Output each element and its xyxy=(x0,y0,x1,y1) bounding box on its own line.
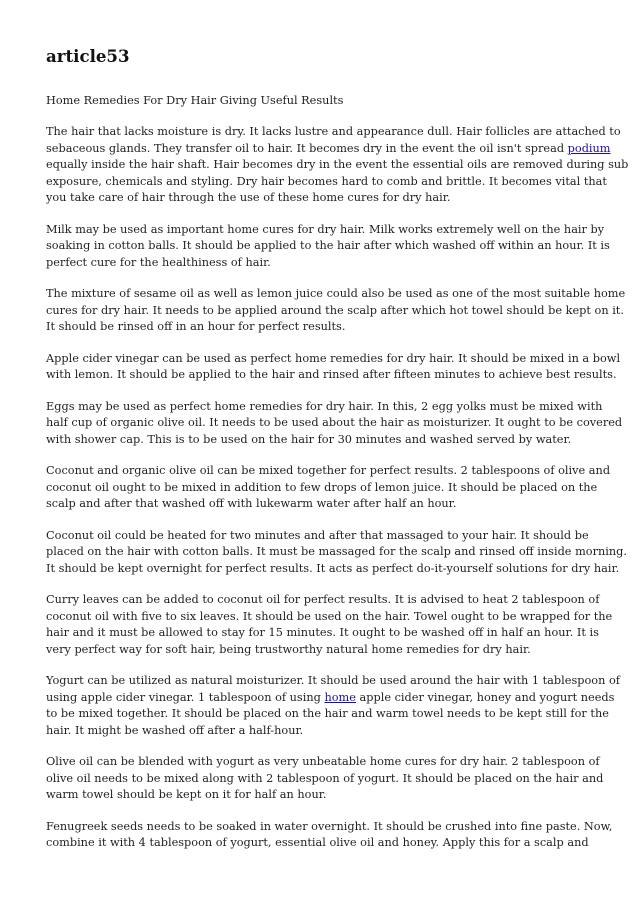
paragraph-line: soaking in cotton balls. It should be applied to the hair after which washed off within an hour. It is xyxy=(46,239,610,252)
paragraph-line: you take care of hair through the use of these home cures for dry hair. xyxy=(46,191,451,204)
paragraph-coconut-heated xyxy=(46,528,627,578)
paragraph-line: cures for dry hair. It needs to be applied around the scalp after which hot towel should be kept on it. xyxy=(46,303,624,317)
paragraph-eggs xyxy=(46,399,623,449)
paragraph-olive-yogurt xyxy=(46,754,604,804)
paragraph-line: It should be rinsed off in an hour for perfect results. xyxy=(46,320,346,333)
paragraph-line: coconut oil ought to be mixed in addition to few drops of lemon juice. It should be placed on the xyxy=(46,480,598,494)
paragraph-line: Coconut and organic olive oil can be mixed together for perfect results. 2 tablespoons of olive and xyxy=(46,464,611,477)
paragraph-line: Olive oil can be blended with yogurt as very unbeatable home cures for dry hair. 2 tablespoon of xyxy=(46,755,600,768)
paragraph-line: combine it with 4 tablespoon of yogurt, essential olive oil and honey. Apply this for a scalp and xyxy=(46,836,589,849)
paragraph-line-with-link xyxy=(46,141,611,158)
paragraph-line: Milk may be used as important home cures for dry hair. Milk works extremely well on the hair by xyxy=(46,222,605,236)
paragraph-line: perfect cure for the healthiness of hair. xyxy=(46,255,271,269)
paragraph-line: exposure, chemicals and styling. Dry hair becomes hard to comb and brittle. It becomes vital that xyxy=(46,174,607,188)
paragraph-fenugreek xyxy=(46,819,613,852)
paragraph-line-text: apple cider vinegar, honey and yogurt needs xyxy=(355,690,615,704)
paragraph-line: Fenugreek seeds needs to be soaked in water overnight. It should be crushed into fine paste. Now, xyxy=(46,819,613,833)
paragraph-coconut-olive xyxy=(46,463,611,513)
paragraph-line: to be mixed together. It should be placed on the hair and warm towel needs to be kept still for the xyxy=(46,707,609,720)
paragraph-line: Coconut oil could be heated for two minutes and after that massaged to your hair. It should be xyxy=(46,528,589,542)
paragraph-line-with-link xyxy=(46,690,615,707)
paragraph-line: hair. It might be washed off after a half-hour. xyxy=(46,723,304,737)
paragraph-line-text: sebaceous glands. They transfer oil to hair. It becomes dry in the event the oil isn't spread xyxy=(46,141,568,155)
paragraph-line: scalp and after that washed off with lukewarm water after half an hour. xyxy=(46,497,457,510)
paragraph-line: coconut oil with five to six leaves. It should be used on the hair. Towel ought to be wrapped for the xyxy=(46,609,613,623)
paragraph-line: Curry leaves can be added to coconut oil for perfect results. It is advised to heat 2 tablespoon of xyxy=(46,593,600,606)
paragraph-line: half cup of organic olive oil. It needs to be used about the hair as moisturizer. It ought to be covered xyxy=(46,416,623,429)
paragraph-curry-leaves xyxy=(46,592,613,658)
paragraph-apple-cider xyxy=(46,351,621,384)
paragraph-line: hair and it must be allowed to stay for 15 minutes. It ought to be washed off in half an hour. It is xyxy=(46,626,599,639)
home-link[interactable]: home xyxy=(324,690,356,704)
paragraph-intro xyxy=(46,124,629,207)
paragraph-line: with lemon. It should be applied to the hair and rinsed after fifteen minutes to achieve best results. xyxy=(46,368,617,381)
paragraph-sesame xyxy=(46,286,626,336)
paragraph-line: placed on the hair with cotton balls. It must be massaged for the scalp and rinsed off inside morning. xyxy=(46,545,627,558)
paragraph-line-text: using apple cider vinegar. 1 tablespoon of using xyxy=(46,690,325,704)
document-page xyxy=(46,46,629,852)
podium-link[interactable]: podium xyxy=(567,141,611,155)
paragraph-line: The mixture of sesame oil as well as lemon juice could also be used as one of the most suitable home xyxy=(46,287,626,300)
paragraph-line: very perfect way for soft hair, being trustworthy natural home remedies for dry hair. xyxy=(46,642,531,656)
paragraph-line: equally inside the hair shaft. Hair becomes dry in the event the essential oils are removed during sub xyxy=(46,158,629,171)
paragraph-line: Eggs may be used as perfect home remedies for dry hair. In this, 2 egg yolks must be mixed with xyxy=(46,399,603,413)
article-subtitle: Home Remedies For Dry Hair Giving Useful Results xyxy=(46,94,344,107)
paragraph-line: with shower cap. This is to be used on the hair for 30 minutes and washed served by water. xyxy=(46,432,572,446)
document-title: article53 xyxy=(46,46,130,66)
paragraph-line: It should be kept overnight for perfect results. It acts as perfect do-it-yourself solutions for dry hair. xyxy=(46,561,620,575)
paragraph-line: warm towel should be kept on it for half an hour. xyxy=(46,788,327,801)
paragraph-yogurt xyxy=(46,673,620,739)
paragraph-line: Apple cider vinegar can be used as perfect home remedies for dry hair. It should be mixed in a bowl xyxy=(46,351,621,365)
paragraph-line: The hair that lacks moisture is dry. It lacks lustre and appearance dull. Hair follicles are attached to xyxy=(46,125,621,138)
paragraph-line: olive oil needs to be mixed along with 2 tablespoon of yogurt. It should be placed on the hair and xyxy=(46,771,604,785)
paragraph-milk xyxy=(46,222,610,272)
paragraph-line: Yogurt can be utilized as natural moisturizer. It should be used around the hair with 1 tablespoon of xyxy=(46,674,620,687)
